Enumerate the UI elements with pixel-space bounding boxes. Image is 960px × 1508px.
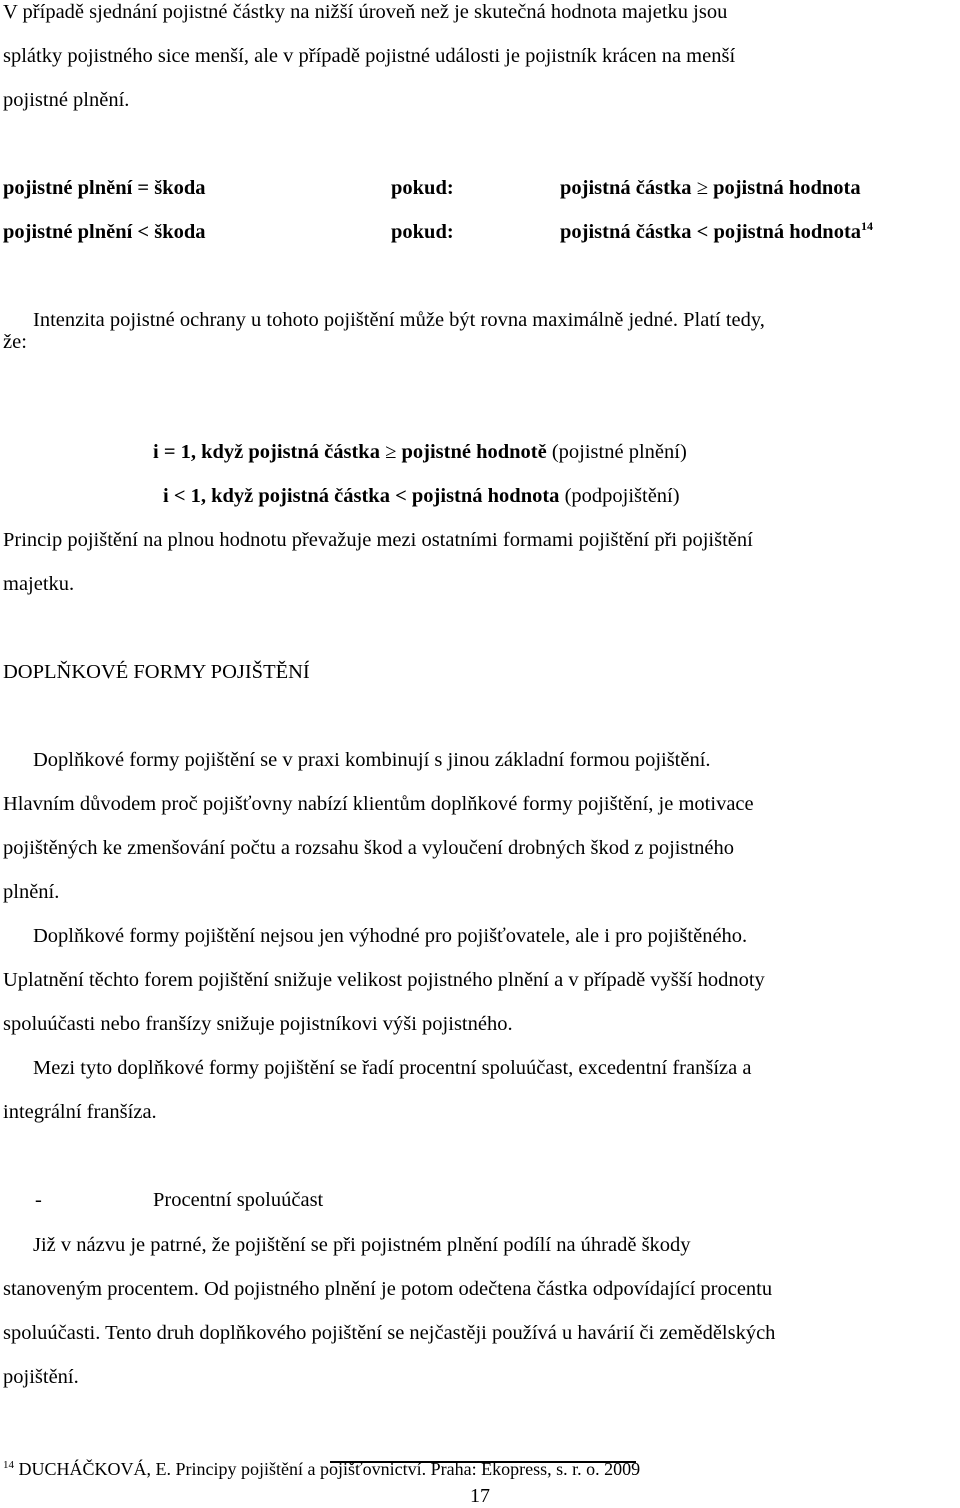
rule-mid: pokud: [391, 221, 454, 243]
paragraph-line: spoluúčasti nebo franšízy snižuje pojistníkovi výši pojistného. [3, 1013, 513, 1035]
rule-left: pojistné plnění = škoda [3, 177, 206, 199]
formula-line: i = 1, když pojistná částka ≥ pojistné hodnotě (pojistné plnění) [153, 441, 687, 463]
list-dash: - [35, 1189, 42, 1211]
intro-line-3: pojistné plnění. [3, 89, 130, 111]
paragraph-line: Mezi tyto doplňkové formy pojištění se řadí procentní spoluúčast, excedentní franšíza a [33, 1057, 752, 1079]
page-number: 17 [470, 1485, 490, 1507]
paragraph-line: stanoveným procentem. Od pojistného plnění je potom odečtena částka odpovídající procentu [3, 1278, 773, 1300]
section-heading: DOPLŇKOVÉ FORMY POJIŠTĚNÍ [3, 661, 310, 683]
paragraph-line: Doplňkové formy pojištění nejsou jen výhodné pro pojišťovatele, ale i pro pojištěného. [33, 925, 748, 947]
ge-symbol: ≥ [385, 441, 397, 463]
footnote-ref: 14 [861, 219, 874, 233]
ge-symbol: ≥ [696, 177, 708, 199]
footnote-mark: 14 [3, 1459, 14, 1471]
footnote-text: DUCHÁČKOVÁ, E. Principy pojištění a pojišťovnictví. Praha: Ekopress, s. r. o. 2009 [14, 1459, 641, 1479]
rule-mid: pokud: [391, 177, 454, 199]
paragraph-line: Uplatnění těchto forem pojištění snižuje velikost pojistného plnění a v případě vyšší hodnoty [3, 969, 765, 991]
principle-line-1: Princip pojištění na plnou hodnotu převažuje mezi ostatními formami pojištění při pojištění [3, 529, 753, 551]
paragraph-line: plnění. [3, 881, 60, 903]
intro-line-2: splátky pojistného sice menší, ale v případě pojistné události je pojistník krácen na menší [3, 45, 736, 67]
intensity-line-2: že: [3, 331, 27, 353]
footnote [3, 1458, 640, 1480]
list-item-label: Procentní spoluúčast [153, 1189, 324, 1211]
rule-left: pojistné plnění < škoda [3, 221, 206, 243]
paragraph-line: pojištěných ke zmenšování počtu a rozsahu škod a vyloučení drobných škod z pojistného [3, 837, 735, 859]
paragraph-line: Hlavním důvodem proč pojišťovny nabízí klientům doplňkové formy pojištění, je motivace [3, 793, 754, 815]
paragraph-line: pojištění. [3, 1366, 79, 1388]
rule-right: pojistná částka < pojistná hodnota$^{14}$ [560, 219, 874, 243]
rule-right: pojistná částka ≥ pojistná hodnota [560, 177, 861, 199]
intro-line-1: V případě sjednání pojistné částky na nižší úroveň než je skutečná hodnota majetku jsou [3, 1, 728, 23]
paragraph-line: integrální franšíza. [3, 1101, 157, 1123]
paragraph-line: Již v názvu je patrné, že pojištění se při pojistném plnění podílí na úhradě škody [33, 1234, 691, 1256]
paragraph-line: spoluúčasti. Tento druh doplňkového pojištění se nejčastěji používá u havárií či zemědělských [3, 1322, 776, 1344]
paragraph-line: Doplňkové formy pojištění se v praxi kombinují s jinou základní formou pojištění. [33, 749, 711, 771]
principle-line-2: majetku. [3, 573, 75, 595]
intensity-line-1: Intenzita pojistné ochrany u tohoto pojištění může být rovna maximálně jedné. Platí tedy, [33, 309, 765, 331]
formula-line: i < 1, když pojistná částka < pojistná hodnota (podpojištění) [163, 485, 680, 507]
